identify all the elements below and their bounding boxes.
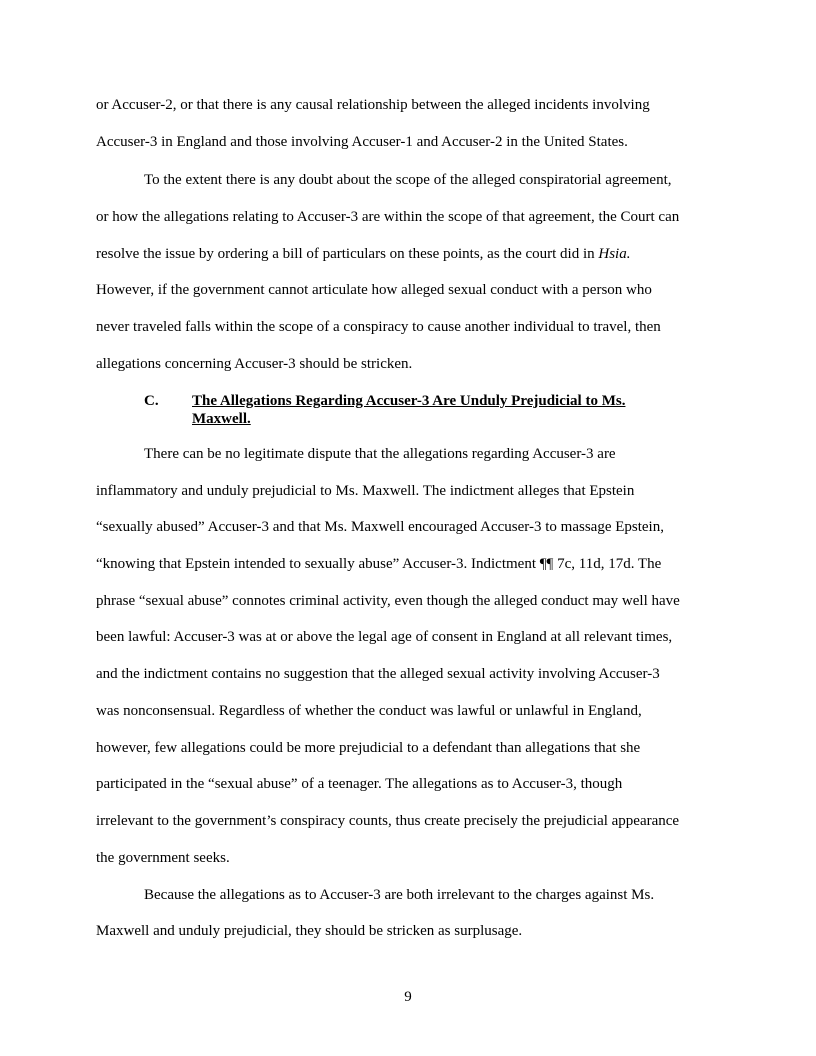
paragraph-2-line-1: To the extent there is any doubt about the scope of the alleged conspiratorial agreement, [144, 172, 672, 188]
paragraph-3-line-6: been lawful: Accuser-3 was at or above the legal age of consent in England at all relevant times, [96, 629, 673, 645]
paragraph-3-line-11: irrelevant to the government’s conspiracy counts, thus create precisely the prejudicial appearance [96, 813, 680, 829]
paragraph-3-line-2: inflammatory and unduly prejudicial to Ms. Maxwell. The indictment alleges that Epstein [96, 483, 635, 499]
paragraph-3-line-5: phrase “sexual abuse” connotes criminal activity, even though the alleged conduct may well have [96, 593, 680, 609]
paragraph-3-line-4: “knowing that Epstein intended to sexually abuse” Accuser-3. Indictment ¶¶ 7c, 11d, 17d. The [96, 556, 662, 572]
paragraph-2-line-5: never traveled falls within the scope of a conspiracy to cause another individual to travel, then [96, 319, 661, 335]
document-page [96, 0, 720, 1056]
section-number: C. [144, 393, 159, 409]
section-title: The Allegations Regarding Accuser-3 Are Unduly Prejudicial to Ms. Maxwell. [192, 393, 626, 427]
paragraph-2-line-4: However, if the government cannot articulate how alleged sexual conduct with a person who [96, 282, 652, 298]
paragraph-3-line-1: There can be no legitimate dispute that the allegations regarding Accuser-3 are [144, 446, 616, 462]
paragraph-2-line-3-text: resolve the issue by ordering a bill of particulars on these points, as the court did in [96, 246, 599, 262]
page-number: 9 [404, 989, 412, 1005]
paragraph-1-line-1: or Accuser-2, or that there is any causal relationship between the alleged incidents involving [96, 97, 650, 113]
paragraph-3-line-3: “sexually abused” Accuser-3 and that Ms. Maxwell encouraged Accuser-3 to massage Epstein, [96, 519, 664, 535]
paragraph-2-line-2: or how the allegations relating to Accuser-3 are within the scope of that agreement, the Court can [96, 209, 680, 225]
case-name-hsia: Hsia. [598, 246, 631, 262]
paragraph-3-line-10: participated in the “sexual abuse” of a teenager. The allegations as to Accuser-3, though [96, 776, 623, 792]
paragraph-1-line-2: Accuser-3 in England and those involving Accuser-1 and Accuser-2 in the United States. [96, 134, 628, 150]
paragraph-3-line-9: however, few allegations could be more prejudicial to a defendant than allegations that she [96, 740, 641, 756]
paragraph-4-line-2: Maxwell and unduly prejudicial, they should be stricken as surplusage. [96, 923, 523, 939]
paragraph-3-line-7: and the indictment contains no suggestion that the alleged sexual activity involving Accuser-3 [96, 666, 660, 682]
paragraph-2-line-3 [96, 245, 630, 263]
paragraph-3-line-8: was nonconsensual. Regardless of whether the conduct was lawful or unlawful in England, [96, 703, 642, 719]
paragraph-4-line-1: Because the allegations as to Accuser-3 are both irrelevant to the charges against Ms. [144, 887, 655, 903]
paragraph-3-line-12: the government seeks. [96, 850, 230, 866]
paragraph-2-line-6: allegations concerning Accuser-3 should be stricken. [96, 356, 413, 372]
